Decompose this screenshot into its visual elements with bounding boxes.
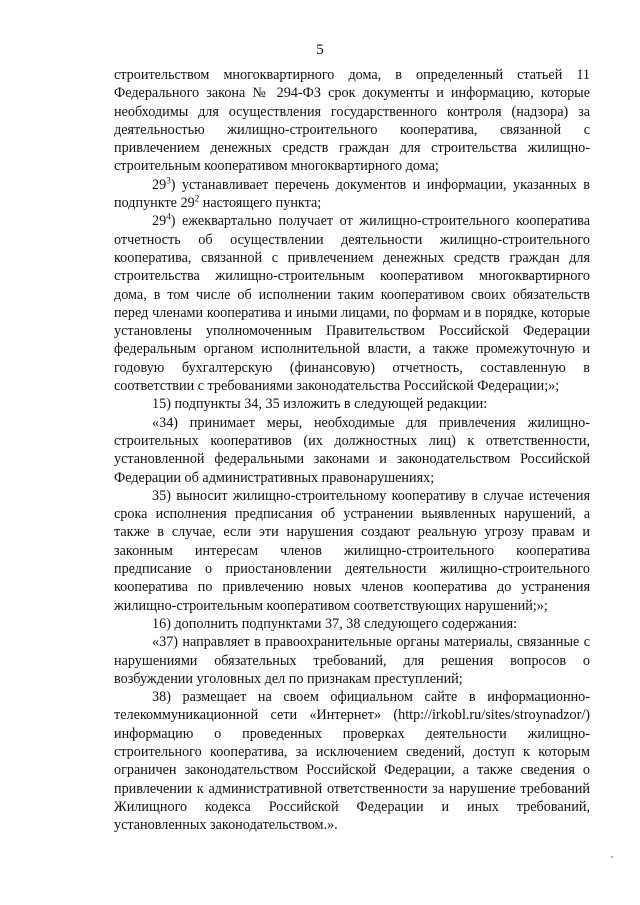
paragraph-text: 16) дополнить подпунктами 37, 38 следующего содержания:	[152, 615, 518, 632]
paragraph-text: 38) размещает на своем официальном сайте в информационно-телекоммуникационной сети «Интернет» (http://irkobl.ru/sites/stroynadzor/) информацию о проведенных проверках деятельности жилищно-строительного кооператива, за исключением сведений, доступ к которым ограничен законодательством Российской Федерации, а также сведения о привлечении к административной ответственности за нарушение требований Жилищного кодекса Российской Федерации и иных требований, установленных законодательством.».	[114, 689, 590, 834]
paragraph-29-4	[114, 212, 590, 395]
paragraph-amendment-15	[114, 395, 590, 413]
paragraph-text-end: настоящего пункта;	[199, 195, 322, 212]
paragraph-amendment-16	[114, 615, 590, 633]
paragraph-35	[114, 487, 590, 615]
item-number-superscript: 3	[166, 175, 171, 186]
paragraph-text: строительством многоквартирного дома, в определенный статьей 11 Федерального закона № 294-ФЗ срок документы и информацию, которые необходимы для осуществления государственного контроля (надзора) за деятельностью жилищно-строительного кооператива, связанной с привлечением денежных средств граждан для строительства жилищно-строительным кооперативом многоквартирного дома;	[114, 67, 590, 175]
paragraph-text: ) ежеквартально получает от жилищно-строительного кооператива отчетность об осуществлении деятельности жилищно-строительного кооператива, связанной с привлечением денежных средств граждан для строительства жилищно-строительным кооперативом многоквартирного дома, в том числе об исполнении таким кооперативом своих обязательств перед членами кооператива и иными лицами, по формам и в порядке, которые установлены уполномоченным Правительством Российской Федерации федеральным органом исполнительной власти, а также промежуточную и годовую бухгалтерскую (финансовую) отчетность, составленную в соответствии с требованиями законодательства Российской Федерации;»;	[114, 213, 590, 395]
page-number: 5	[316, 42, 324, 58]
paragraph-34	[114, 414, 590, 487]
item-number: 29	[152, 213, 167, 230]
paragraph-37	[114, 633, 590, 688]
item-number: 29	[152, 176, 167, 193]
paragraph-text: ) устанавливает перечень документов и информации, указанных в подпункте 29	[114, 176, 590, 212]
paragraph-text: 35) выносит жилищно-строительному кооперативу в случае истечения срока исполнения предписания об устранении выявленных нарушений, а также в случае, если эти нарушения создают реальную угрозу правам и законным интересам членов жилищно-строительного кооператива предписание о приостановлении деятельности жилищно-строительного кооператива по привлечению новых членов кооператива до устранения жилищно-строительным кооперативом соответствующих нарушений;»;	[114, 487, 590, 614]
paragraph-29-3	[114, 176, 590, 213]
paragraph-text: «34) принимает меры, необходимые для привлечения жилищно-строительных кооперативов (их должностных лиц) к ответственности, установленной федеральными законами и законодательством Российской Федерации об административных правонарушениях;	[114, 414, 590, 486]
paragraph-38	[114, 688, 590, 834]
paragraph-text: 15) подпункты 34, 35 изложить в следующей редакции:	[152, 396, 488, 413]
scan-speck	[611, 856, 613, 858]
reference-superscript: 2	[194, 193, 200, 204]
item-number-superscript: 4	[166, 211, 171, 222]
paragraph-text: «37) направляет в правоохранительные органы материалы, связанные с нарушениями обязательных требований, для решения вопросов о возбуждении уголовных дел по признакам преступлений;	[114, 634, 590, 687]
document-body	[114, 66, 590, 834]
paragraph-continuation	[114, 66, 590, 176]
